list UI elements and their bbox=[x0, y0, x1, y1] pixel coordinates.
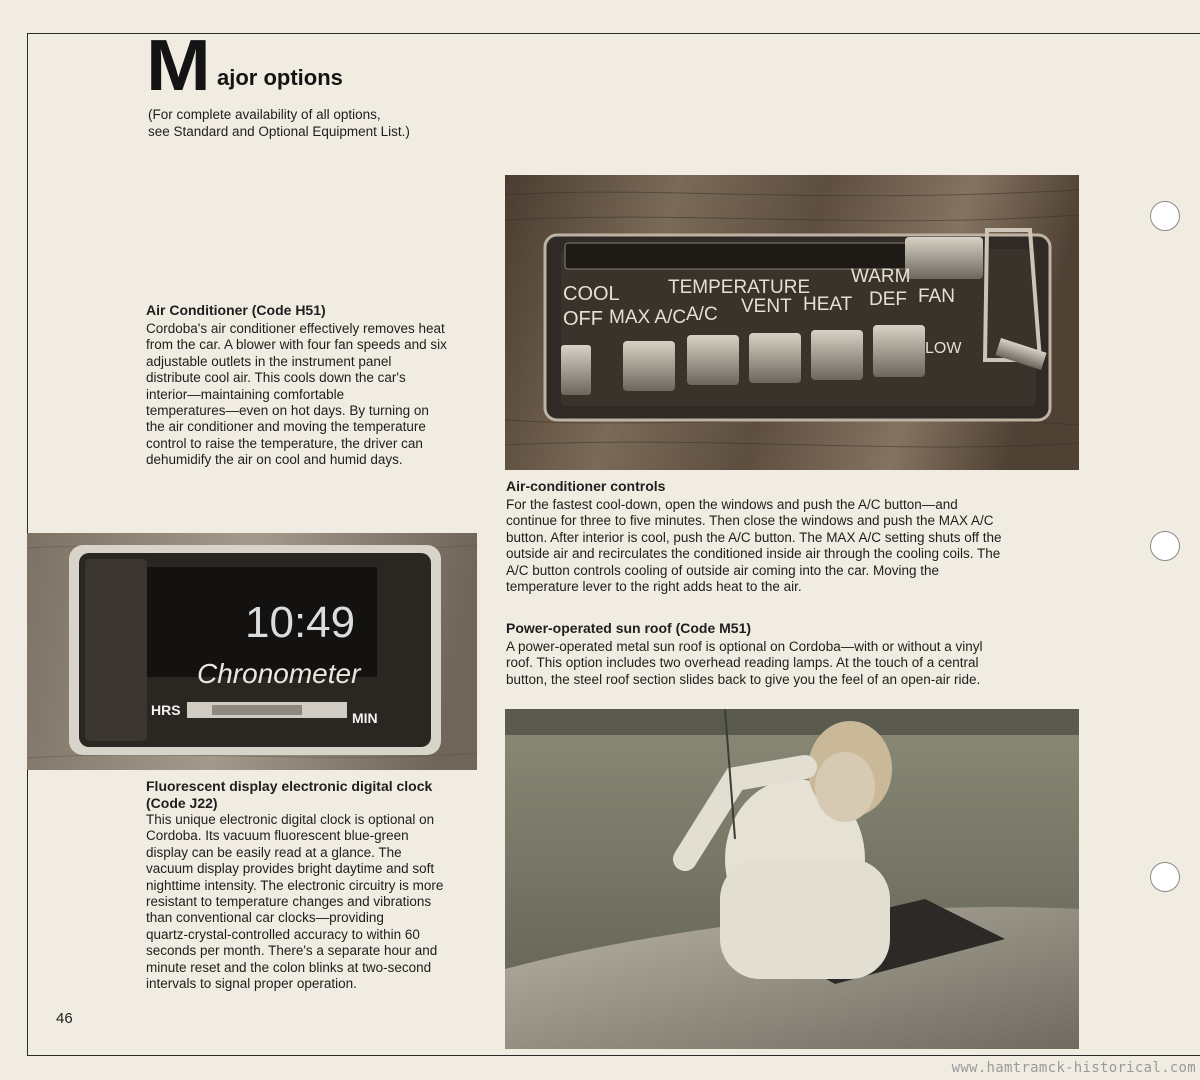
clock-min-label: MIN bbox=[352, 710, 378, 726]
ac-label-ac: A/C bbox=[686, 304, 718, 325]
body-line: continue for three to five minutes. Then close the windows and push the MAX A/C bbox=[506, 513, 994, 529]
ac-button-max-ac bbox=[623, 341, 675, 391]
body-line: minute reset and the colon blinks at two-second bbox=[146, 959, 432, 975]
digital-clock-section bbox=[146, 778, 486, 992]
body-line: distribute cool air. This cools down the car's bbox=[146, 370, 406, 386]
clock-heading bbox=[146, 778, 486, 812]
body-line: interior—maintaining comfortable bbox=[146, 386, 345, 402]
ac-button-def bbox=[873, 325, 925, 377]
body-line: outside air and recirculates the conditioned inside air through the cooling coils. The bbox=[506, 546, 1001, 562]
ac-label-cool: COOL bbox=[563, 283, 620, 305]
body-line: than conventional car clocks—providing bbox=[146, 910, 384, 926]
binder-hole bbox=[1150, 201, 1180, 231]
binder-hole bbox=[1150, 531, 1180, 561]
air-conditioner-heading: Air Conditioner (Code H51) bbox=[146, 302, 326, 318]
body-line: temperatures—even on hot days. By turning on bbox=[146, 403, 429, 419]
body-line: Cordoba. Its vacuum fluorescent blue-green bbox=[146, 828, 409, 844]
body-line: This unique electronic digital clock is optional on bbox=[146, 812, 435, 827]
digital-clock-photo bbox=[27, 533, 477, 770]
body-line: button. After interior is cool, push the A/C button. The MAX A/C setting shuts off the bbox=[506, 529, 1002, 545]
ac-button-vent bbox=[749, 333, 801, 383]
body-line: quartz-crystal-controlled accuracy to within 60 bbox=[146, 926, 420, 942]
body-line: button, the steel roof section slides back to give you the feel of an open-air ride. bbox=[506, 671, 981, 687]
ac-label-warm: WARM bbox=[851, 266, 911, 287]
body-line: resistant to temperature changes and vibrations bbox=[146, 894, 432, 910]
body-line: For the fastest cool-down, open the windows and push the A/C button—and bbox=[506, 497, 958, 512]
ac-label-heat: HEAT bbox=[803, 294, 853, 315]
ac-button-ac bbox=[687, 335, 739, 385]
body-line: intervals to signal proper operation. bbox=[146, 976, 357, 992]
ac-label-vent: VENT bbox=[741, 296, 792, 317]
body-line: Cordoba's air conditioner effectively removes heat bbox=[146, 321, 445, 336]
ac-controls-photo bbox=[505, 175, 1079, 470]
clock-heading-line1: Fluorescent display electronic digital clock bbox=[146, 778, 433, 794]
sun-roof-section bbox=[506, 620, 1066, 688]
ac-button-off bbox=[561, 345, 591, 395]
body-line: A/C button controls cooling of outside air coming into the car. Moving the bbox=[506, 562, 939, 578]
ac-controls-section bbox=[506, 478, 1066, 595]
body-line: roof. This option includes two overhead reading lamps. At the touch of a central bbox=[506, 655, 979, 671]
intro-line: see Standard and Optional Equipment List.) bbox=[148, 124, 410, 139]
clock-hrs-label: HRS bbox=[151, 702, 181, 718]
body-line: vacuum display provides bright daytime and soft bbox=[146, 861, 435, 877]
body-line: display can be easily read at a glance. The bbox=[146, 844, 402, 860]
body-line: A power-operated metal sun roof is optional on Cordoba—with or without a vinyl bbox=[506, 639, 983, 654]
title-rest: ajor options bbox=[217, 65, 343, 90]
body-line: nighttime intensity. The electronic circuitry is more bbox=[146, 877, 444, 893]
body-line: seconds per month. There's a separate hour and bbox=[146, 943, 438, 959]
sun-roof-heading: Power-operated sun roof (Code M51) bbox=[506, 620, 752, 636]
ac-label-low: LOW bbox=[925, 340, 962, 357]
ac-label-def: DEF bbox=[869, 289, 907, 310]
intro-note bbox=[148, 106, 468, 140]
ac-controls-heading: Air-conditioner controls bbox=[506, 478, 666, 494]
clock-time-display: 10:49 bbox=[245, 598, 356, 647]
title-initial: M bbox=[146, 26, 211, 106]
body-line: dehumidify the air on cool and humid days. bbox=[146, 452, 403, 468]
ac-button-heat bbox=[811, 330, 863, 380]
intro-line: (For complete availability of all options, bbox=[148, 107, 381, 122]
clock-heading-line2: (Code J22) bbox=[146, 795, 218, 811]
ac-label-temperature: TEMPERATURE bbox=[668, 277, 811, 298]
page-number: 46 bbox=[56, 1010, 73, 1027]
footer-url: www.hamtramck-historical.com bbox=[951, 1060, 1196, 1076]
ac-label-fan: FAN bbox=[918, 286, 955, 307]
air-conditioner-section bbox=[146, 302, 486, 469]
body-line: temperature lever to the right adds heat to the air. bbox=[506, 579, 802, 595]
sun-roof-photo bbox=[505, 709, 1079, 1049]
body-line: the air conditioner and moving the temperature bbox=[146, 419, 426, 435]
clock-brand: Chronometer bbox=[197, 658, 361, 689]
body-line: adjustable outlets in the instrument panel bbox=[146, 353, 392, 369]
ac-label-max-ac: MAX A/C bbox=[609, 307, 687, 328]
body-line: from the car. A blower with four fan speeds and six bbox=[146, 337, 447, 353]
ac-label-off: OFF bbox=[563, 308, 603, 330]
body-line: control to raise the temperature, the driver can bbox=[146, 435, 423, 451]
binder-hole bbox=[1150, 862, 1180, 892]
